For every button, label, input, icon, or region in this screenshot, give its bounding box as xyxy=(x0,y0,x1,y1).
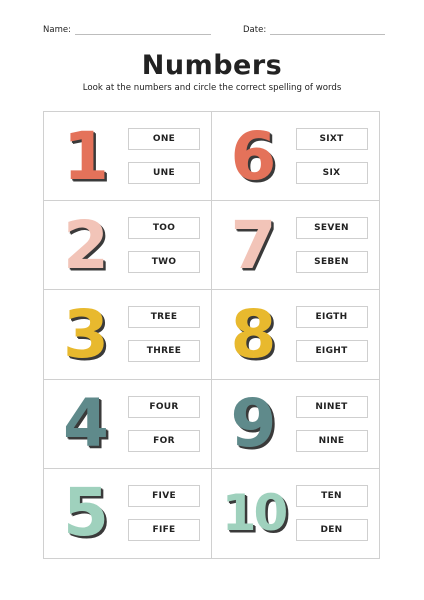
number-digit: 7 xyxy=(230,206,277,284)
exercise-cell xyxy=(212,112,380,201)
spelling-option[interactable]: SIXT xyxy=(296,128,368,150)
name-line[interactable] xyxy=(75,25,211,35)
number-digit: 3 xyxy=(63,295,109,373)
name-field xyxy=(43,25,211,35)
page-title: Numbers xyxy=(141,50,283,81)
date-field xyxy=(243,25,385,35)
exercise-cell xyxy=(212,290,380,379)
spelling-option[interactable]: FIFE xyxy=(128,519,200,541)
spelling-option[interactable]: FOUR xyxy=(128,396,200,418)
spelling-option[interactable]: NINET xyxy=(296,396,368,418)
spelling-option[interactable]: NINE xyxy=(296,430,368,452)
name-label: Name: xyxy=(43,25,71,35)
exercise-cell xyxy=(44,469,212,558)
spelling-option[interactable]: TREE xyxy=(128,306,200,328)
exercise-cell xyxy=(212,380,380,469)
spelling-option[interactable]: EIGTH xyxy=(296,306,368,328)
exercise-cell xyxy=(44,380,212,469)
number-digit: 9 xyxy=(230,385,277,463)
spelling-option[interactable]: SEVEN xyxy=(296,217,368,239)
spelling-option[interactable]: FIVE xyxy=(128,485,200,507)
date-line[interactable] xyxy=(270,25,385,35)
spelling-option[interactable]: EIGHT xyxy=(296,340,368,362)
number-digit: 1 xyxy=(63,117,109,195)
spelling-option[interactable]: UNE xyxy=(128,162,200,184)
exercise-grid xyxy=(43,111,380,559)
spelling-option[interactable]: FOR xyxy=(128,430,200,452)
number-digit: 2 xyxy=(63,206,109,284)
exercise-cell xyxy=(212,469,380,558)
exercise-cell xyxy=(44,201,212,290)
spelling-option[interactable]: TWO xyxy=(128,251,200,273)
number-digit: 4 xyxy=(63,385,109,463)
instructions: Look at the numbers and circle the correct spelling of words xyxy=(82,83,342,93)
spelling-option[interactable]: TOO xyxy=(128,217,200,239)
date-label: Date: xyxy=(243,25,267,35)
spelling-option[interactable]: ONE xyxy=(128,128,200,150)
exercise-cell xyxy=(44,290,212,379)
spelling-option[interactable]: TEN xyxy=(296,485,368,507)
spelling-option[interactable]: THREE xyxy=(128,340,200,362)
exercise-cell xyxy=(212,201,380,290)
number-digit: 6 xyxy=(230,117,277,195)
spelling-option[interactable]: SEBEN xyxy=(296,251,368,273)
spelling-option[interactable]: DEN xyxy=(296,519,368,541)
number-digit: 10 xyxy=(221,484,286,543)
number-digit: 5 xyxy=(63,474,109,552)
exercise-cell xyxy=(44,112,212,201)
spelling-option[interactable]: SIX xyxy=(296,162,368,184)
number-digit: 8 xyxy=(230,295,277,373)
